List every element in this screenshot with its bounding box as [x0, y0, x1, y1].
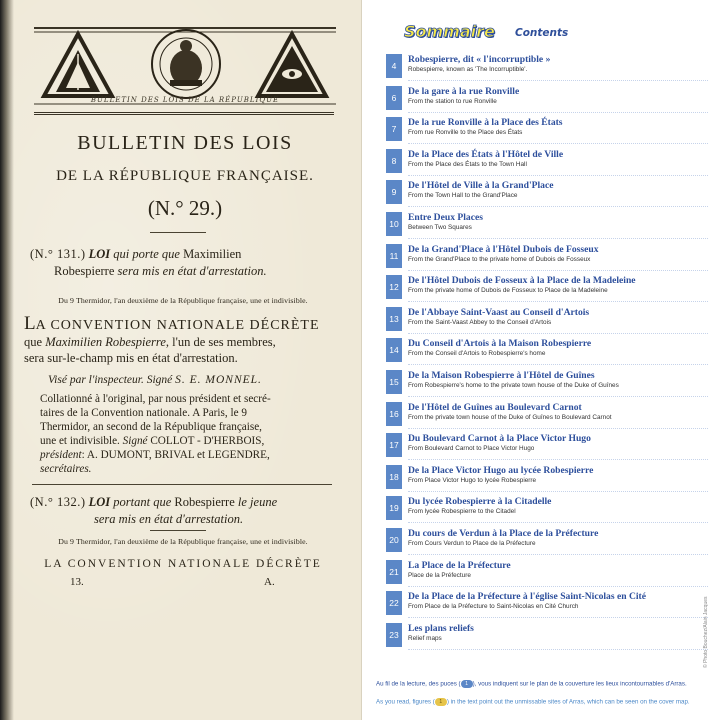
toc-title-fr: Les plans reliefs — [408, 622, 474, 634]
law-number: (N.° 132.) — [30, 495, 86, 509]
law-132-heading — [30, 494, 348, 528]
toc-title-en: From the Place des États to the Town Hall — [408, 160, 527, 168]
toc-title-fr: De la Grand'Place à l'Hôtel Dubois de Fosseux — [408, 243, 599, 255]
toc-title-en: From Boulevard Carnot to Place Victor Hugo — [408, 445, 535, 453]
note-text: ), vous indiquent sur le plan de la couverture les lieux incontournables d'Arras. — [472, 680, 687, 688]
toc-title-fr: De la rue Ronville à la Place des États — [408, 117, 563, 129]
toc-title-fr: De la Place Victor Hugo au lycée Robespierre — [408, 464, 594, 476]
decree-text: que — [24, 335, 43, 349]
signature-mark: A. — [264, 576, 275, 588]
toc-page-number: 19 — [386, 496, 402, 520]
toc-divider — [408, 364, 708, 365]
decree-caps: A CONVENTION NATIONALE DÉCRÈTE — [35, 318, 320, 333]
toc-title-en: From Place Victor Hugo to lycée Robespierre — [408, 476, 537, 484]
level-triangle-icon — [44, 34, 112, 96]
toc-item[interactable] — [386, 560, 716, 588]
toc-page-number: 7 — [386, 117, 402, 141]
initial-letter: L — [24, 313, 36, 334]
toc-title-fr: Du Boulevard Carnot à la Place Victor Hugo — [408, 433, 591, 445]
toc-title-fr: De l'Hôtel de Ville à la Grand'Place — [408, 180, 554, 192]
toc-title-fr: Du lycée Robespierre à la Citadelle — [408, 496, 552, 508]
toc-divider — [408, 522, 708, 523]
decree-name: Maximilien Robespierre — [45, 335, 166, 349]
toc-page-number: 20 — [386, 528, 402, 552]
decree-131 — [24, 313, 342, 366]
toc-divider — [408, 428, 708, 429]
toc-divider — [408, 459, 708, 460]
note-text: ) in the text point out the unmissable sites of Arras, which can be seen on the cover map. — [446, 698, 690, 706]
toc-title-fr: Entre Deux Places — [408, 212, 483, 223]
toc-title-en: From the private home of Dubois de Fosseux to Place de la Madeleine — [408, 287, 608, 295]
toc-item[interactable] — [386, 433, 716, 461]
signature-mark: 13. — [70, 576, 84, 588]
toc-divider — [408, 80, 708, 81]
toc-title-en: From the Saint-Vaast Abbey to the Conseil d'Artois — [408, 318, 552, 326]
toc-item[interactable] — [386, 180, 716, 208]
toc-divider — [408, 143, 708, 144]
toc-title-en: From the Grand'Place to the private home of Dubois de Fosseux — [408, 255, 591, 263]
toc-page-number: 10 — [386, 212, 402, 236]
toc-title-fr: De l'Hôtel Dubois de Fosseux à la Place de la Madeleine — [408, 275, 636, 287]
law-131-heading — [30, 246, 348, 280]
law-text: sera mis en état d'arrestation. — [94, 512, 244, 526]
toc-divider — [408, 206, 708, 207]
toc-item[interactable] — [386, 275, 716, 303]
blue-puce-icon: 1 — [461, 680, 473, 688]
toc-page-number: 21 — [386, 560, 402, 584]
header-rule — [34, 112, 334, 115]
toc-title-en: From the station to rue Ronville — [408, 97, 497, 105]
toc-page-number: 15 — [386, 370, 402, 394]
toc-title-fr: De la Place des États à l'Hôtel de Ville — [408, 148, 564, 160]
toc-title-en: From Place de la Préfecture to Saint-Nicolas en Cité Church — [408, 603, 579, 611]
toc-divider — [408, 238, 708, 239]
toc-title-fr: De la Maison Robespierre à l'Hôtel de Guînes — [408, 370, 595, 381]
collation-line: : A. DUMONT, BRIVAL et LEGENDRE, — [81, 449, 270, 461]
law-text: sera mis en état d'arrestation. — [117, 264, 267, 278]
law-name: Robespierre — [54, 264, 115, 278]
toc-title-fr: Du Conseil d'Artois à la Maison Robespierre — [408, 338, 592, 350]
toc-title-en: Robespierre, known as 'The Incorruptible'. — [408, 66, 528, 73]
toc-divider — [408, 554, 708, 555]
toc-title-en: From the private town house of the Duke of Guînes to Boulevard Carnot — [408, 413, 612, 421]
toc-title-en: From Robespierre's home to the private town house of the Duke of Guînes — [408, 382, 619, 389]
scan-edge — [0, 0, 14, 720]
sommaire-title: Sommaire — [404, 22, 495, 41]
visa-signer: S. E. MONNEL. — [175, 374, 262, 386]
bulletin-title: BULLETIN DES LOIS — [77, 132, 293, 154]
toc-divider — [408, 270, 708, 271]
contents-title: Contents — [515, 27, 569, 39]
yellow-puce-icon: 1 — [435, 698, 447, 706]
toc-page-number: 4 — [386, 54, 402, 78]
toc-page-number: 23 — [386, 623, 402, 647]
collation-signe: Signé — [122, 435, 148, 447]
collation-block — [24, 392, 342, 476]
date-line-2: Du 9 Thermidor, l'an deuxième de la République française, une et indivisible. — [58, 537, 308, 546]
toc-item[interactable] — [386, 465, 716, 493]
bulletin-number: (N.° 29.) — [147, 196, 223, 220]
law-text: le jeune — [237, 495, 278, 509]
law-text: portant que — [113, 495, 172, 509]
toc-divider — [408, 617, 708, 618]
note-french — [376, 680, 716, 688]
toc-divider — [408, 333, 708, 334]
toc-page-number: 11 — [386, 244, 402, 268]
visa-text: Visé par l'inspecteur. Signé — [48, 374, 173, 386]
toc-title-en: From Cours Verdun to Place de la Préfecture — [408, 540, 536, 547]
toc-title-en: From the Town Hall to the Grand'Place — [408, 192, 518, 200]
visa-line — [48, 374, 362, 386]
toc-item[interactable] — [386, 623, 716, 651]
toc-divider — [408, 112, 708, 113]
collation-signer: COLLOT - D'HERBOIS, — [150, 435, 265, 447]
toc-title-fr: Du cours de Verdun à la Place de la Préfecture — [408, 528, 599, 539]
toc-page-number: 12 — [386, 275, 402, 299]
toc-item[interactable] — [386, 528, 716, 556]
toc-title-fr: La Place de la Préfecture — [408, 559, 511, 571]
toc-page-number: 17 — [386, 433, 402, 457]
toc-item[interactable] — [386, 496, 716, 524]
law-name: Robespierre — [174, 495, 235, 509]
contents-page — [364, 0, 720, 720]
toc-item[interactable] — [386, 117, 716, 145]
toc-item[interactable] — [386, 307, 716, 335]
law-rule — [150, 530, 206, 531]
number-rule — [150, 232, 206, 233]
collation-line: Collationné à l'original, par nous président et secré- — [40, 393, 271, 405]
toc-page-number: 13 — [386, 307, 402, 331]
toc-item[interactable] — [386, 212, 716, 240]
toc-page-number: 22 — [386, 591, 402, 615]
toc-page-number: 8 — [386, 149, 402, 173]
toc-item[interactable] — [386, 54, 716, 82]
date-line-1: Du 9 Thermidor, l'an deuxième de la République française, une et indivisible. — [58, 296, 308, 305]
collation-line: Thermidor, an second de la République française, — [40, 421, 262, 433]
law-number: (N.° 131.) — [30, 247, 86, 261]
collation-role: secrétaires. — [40, 463, 92, 475]
toc-title-fr: Robespierre, dit « l'incorruptible » — [408, 54, 551, 65]
toc-item[interactable] — [386, 591, 716, 619]
decree-132: LA CONVENTION NATIONALE DÉCRÈTE — [44, 558, 322, 570]
note-text: Au fil de la lecture, des puces ( — [376, 680, 461, 688]
toc-divider — [408, 586, 708, 587]
law-name: Maximilien — [183, 247, 242, 261]
collation-line: une et indivisible. — [40, 435, 120, 447]
toc-title-en: Place de la Préfecture — [408, 571, 471, 579]
republic-seal-icon — [152, 30, 220, 98]
toc-item[interactable] — [386, 244, 716, 272]
vignette-caption: BULLETIN DES LOIS DE LA RÉPUBLIQUE — [90, 96, 280, 104]
toc-item[interactable] — [386, 338, 716, 366]
toc-page-number: 16 — [386, 402, 402, 426]
toc-item[interactable] — [386, 149, 716, 177]
eye-triangle-icon — [258, 34, 326, 96]
decree-text: , l'un de ses membres, — [165, 335, 276, 349]
toc-divider — [408, 175, 708, 176]
toc-title-en: Relief maps — [408, 634, 442, 642]
toc-divider — [408, 301, 708, 302]
bulletin-subtitle: DE LA RÉPUBLIQUE FRANÇAISE. — [56, 168, 314, 184]
toc-divider — [408, 491, 708, 492]
toc-divider — [408, 396, 708, 397]
note-text: As you read, figures ( — [376, 698, 435, 706]
toc-divider — [408, 649, 708, 650]
toc-title-fr: De l'Hôtel de Guînes au Boulevard Carnot — [408, 401, 582, 413]
note-english — [376, 698, 716, 706]
law-lead: LOI — [88, 247, 111, 261]
toc-title-fr: De la Place de la Préfecture à l'église Saint-Nicolas en Cité — [408, 591, 647, 603]
toc-item[interactable] — [386, 370, 716, 398]
collation-role: président — [40, 449, 82, 461]
section-rule — [32, 484, 332, 485]
photo-credit: © Photo Bouchez/Alain Jacques — [703, 596, 709, 668]
toc-title-en: From rue Ronville to the Place des États — [408, 129, 523, 137]
toc-title-en: From lycée Robespierre to the Citadel — [408, 508, 516, 516]
decree-text: sera sur-le-champ mis en état d'arrestation. — [24, 351, 238, 365]
toc-title-fr: De la gare à la rue Ronville — [408, 85, 520, 97]
toc-title-en: From the Conseil d'Artois to Robespierre's home — [408, 350, 546, 358]
toc-item[interactable] — [386, 86, 716, 114]
law-text: qui porte que — [113, 247, 180, 261]
toc-title-fr: De l'Abbaye Saint-Vaast au Conseil d'Artois — [408, 306, 590, 318]
collation-line: taires de la Convention nationale. A Paris, le 9 — [40, 407, 247, 419]
law-lead: LOI — [88, 495, 111, 509]
toc-page-number: 6 — [386, 86, 402, 110]
toc-title-en: Between Two Squares — [408, 224, 472, 231]
toc-page-number: 18 — [386, 465, 402, 489]
toc-item[interactable] — [386, 402, 716, 430]
toc-page-number: 14 — [386, 338, 402, 362]
toc-page-number: 9 — [386, 180, 402, 204]
